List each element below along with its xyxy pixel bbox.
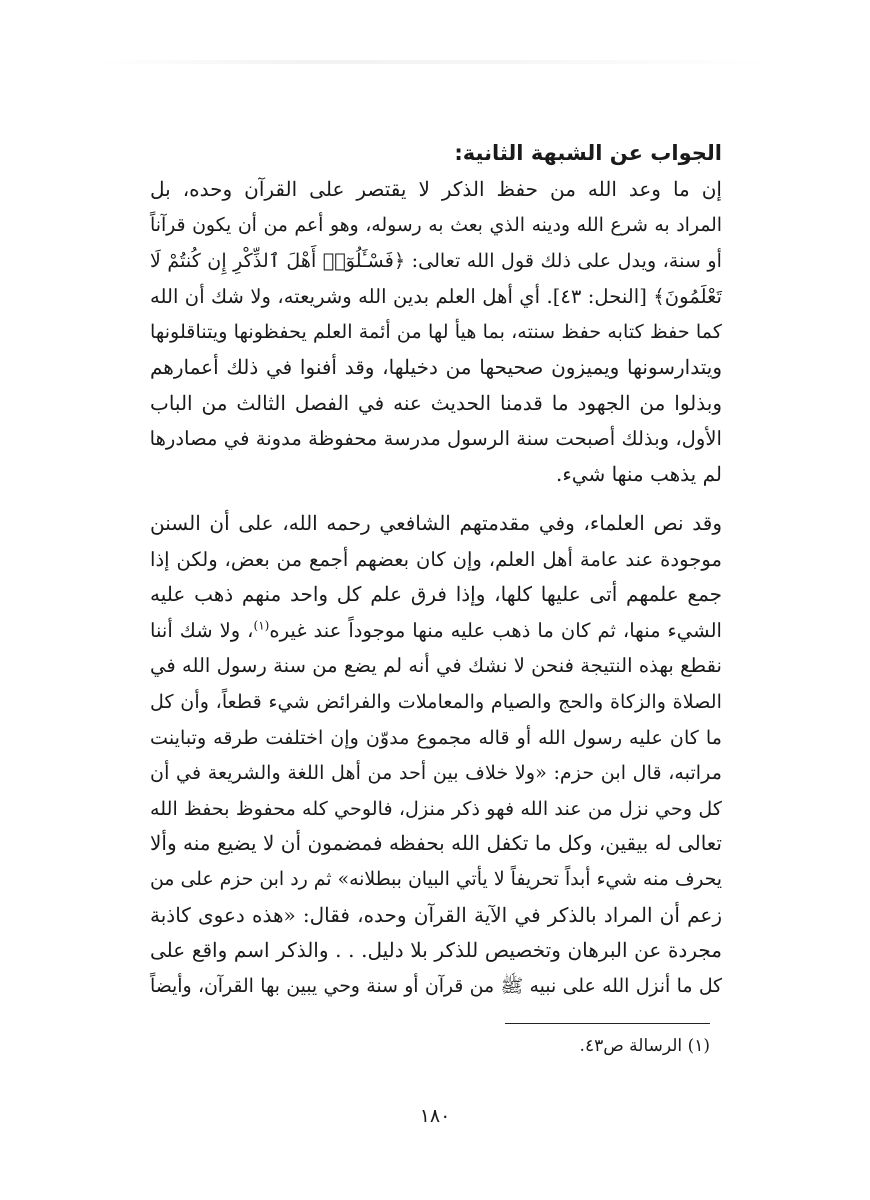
paragraph-line-with-footnote bbox=[150, 613, 722, 649]
footnote-reference[interactable]: (١) bbox=[253, 618, 270, 633]
paragraph-line: لم يذهب منها شيء. bbox=[556, 461, 722, 486]
paragraph-line: تعالى له بيقين، وكل ما تكفل الله بحفظه فمضمون أن لا يضيع منه وألا bbox=[150, 831, 722, 856]
line-text-after-ref: ، ولا شك أننا bbox=[150, 618, 254, 642]
paragraph-line: زعم أن المراد بالذكر في الآية القرآن وحده، فقال: «هذه دعوى كاذبة bbox=[150, 902, 722, 927]
paragraph-line: كما حفظ كتابه حفظ سنته، بما هيأ لها من أئمة العلم يحفظونها ويتناقلونها bbox=[150, 320, 722, 344]
paragraph-line: ما كان عليه رسول الله أو قاله مجموع مدوّن وإن اختلفت طرقه وتباينت bbox=[150, 725, 722, 749]
page-number: ١٨٠ bbox=[419, 1105, 451, 1127]
scan-edge-shadow bbox=[90, 60, 780, 64]
paragraph-line: وقد نص العلماء، وفي مقدمتهم الشافعي رحمه الله، على أن السنن bbox=[150, 511, 722, 535]
paragraph-line: الأول، وبذلك أصبحت سنة الرسول مدرسة محفوظة مدونة في مصادرها bbox=[149, 427, 722, 451]
paragraph-1 bbox=[150, 172, 722, 492]
paragraph-2 bbox=[150, 506, 722, 1004]
paragraph-line: مجردة عن البرهان وتخصيص للذكر بلا دليل. . . والذكر اسم واقع على bbox=[150, 938, 722, 963]
footnote-marker: (١) bbox=[687, 1036, 710, 1056]
paragraph-line: كل ما أنزل الله على نبيه ﷺ من قرآن أو سنة وحي يبين بها القرآن، وأيضاً bbox=[150, 975, 722, 997]
footnote bbox=[300, 1033, 710, 1059]
paragraph-line: يحرف منه شيء أبداً تحريفاً لا يأتي البيان ببطلانه» ثم رد ابن حزم على من bbox=[150, 868, 722, 890]
paragraph-line: إن ما وعد الله من حفظ الذكر لا يقتصر على القرآن وحده، بل bbox=[150, 177, 722, 201]
paragraph-line: جمع علمهم أتى عليها كلها، وإذا فرق علم كل واحد منهم ذهب عليه bbox=[150, 582, 722, 607]
paragraph-line: مراتبه، قال ابن حزم: «ولا خلاف بين أحد من أهل اللغة والشريعة في أن bbox=[150, 761, 722, 785]
paragraph-line: موجودة عند عامة أهل العلم، وإن كان بعضهم أجمع من بعض، ولكن إذا bbox=[150, 547, 722, 571]
paragraph-line: نقطع بهذه النتيجة فنحن لا نشك في أنه لم يضع من سنة رسول الله في bbox=[150, 654, 722, 678]
paragraph-line: أو سنة، ويدل على ذلك قول الله تعالى: ﴿فَسْـَٔلُوٓا۟ أَهْلَ ٱلذِّكْرِ إِن كُنتُمْ لَا bbox=[150, 249, 722, 273]
paragraph-line: ويتدارسونها ويميزون صحيحها من دخيلها، وقد أفنوا في ذلك أعمارهم bbox=[150, 354, 722, 379]
footnote-text: الرسالة ص٤٣. bbox=[579, 1036, 683, 1056]
footnote-divider bbox=[505, 1023, 710, 1024]
paragraph-line: وبذلوا من الجهود ما قدمنا الحديث عنه في الفصل الثالث من الباب bbox=[150, 390, 722, 415]
paragraph-line: تَعْلَمُونَ﴾ [النحل: ٤٣]. أي أهل العلم بدين الله وشريعته، ولا شك أن الله bbox=[150, 284, 722, 308]
paragraph-line: المراد به شرع الله ودينه الذي بعث به رسوله، وهو أعم من أن يكون قرآناً bbox=[150, 214, 722, 236]
paragraph-line: كل وحي نزل من عند الله فهو ذكر منزل، فالوحي كله محفوظ بحفظ الله bbox=[150, 796, 723, 820]
line-text-before-ref: الشيء منها، ثم كان ما ذهب عليه منها موجوداً عند غيره bbox=[269, 618, 722, 642]
section-heading: الجواب عن الشبهة الثانية: bbox=[454, 141, 722, 165]
paragraph-line: الصلاة والزكاة والحج والصيام والمعاملات والفرائض شيء قطعاً، وأن كل bbox=[150, 689, 722, 713]
